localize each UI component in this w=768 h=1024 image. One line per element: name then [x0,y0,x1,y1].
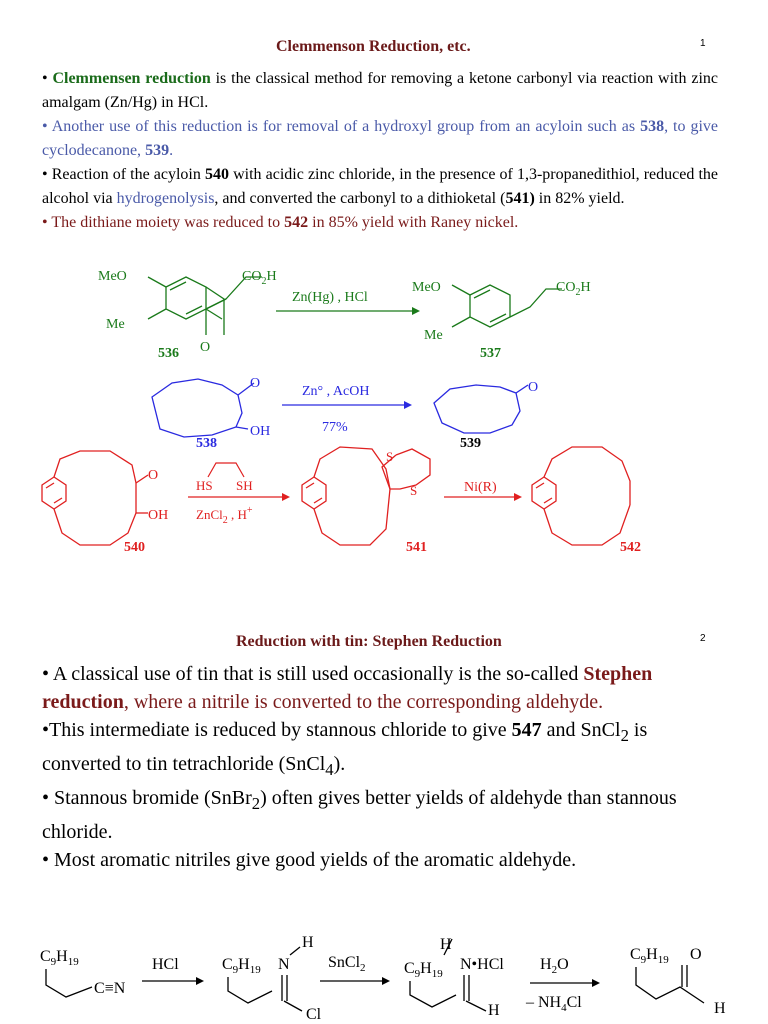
h2o-reagent: $H_2O$ [540,956,569,976]
stephen-scheme [0,925,768,1024]
slide2-page-number: 2 [700,633,706,644]
o-538: O [250,376,261,391]
slide1-body [42,67,718,235]
h-on-c: H [488,1002,500,1019]
clemmensen-term: Clemmensen reduction [52,70,211,87]
bullet4-text-b: in 85% yield with Raney nickel. [308,214,519,231]
reagent-zn-hg: Zn(Hg) , HCl [292,290,368,305]
sncl2-reagent: SnCl$_2$ [328,954,366,974]
slide1-bullet2 [42,115,718,163]
bullet3-text-c: , and converted the carbonyl to a dithioketal ( [214,190,506,207]
zncl2-reagent: ZnCl$_2$ , H+ [196,505,253,526]
nh4cl-label: – $NH_4Cl$ [526,994,582,1014]
sh-label: SH [236,478,253,493]
compound-539: 539 [145,142,170,159]
bullet3-text-d: in 82% yield. [534,190,625,207]
h-on-n-2: H [440,936,452,953]
slide2-bullet3 [42,784,718,846]
clemmensen-scheme [0,255,768,575]
slide1-bullet3 [42,163,718,211]
structure-537 [452,285,562,327]
s2-bullet1-text-b: , where a nitrile is converted to the corresponding aldehyde. [123,691,604,713]
c9h19-label-2: $C_9H_{19}$ [222,956,261,976]
bullet1-text: is the classical method for removing a ketone carbonyl via reaction with zinc amalgam (Zn/Hg) in HCl. [42,70,718,111]
n-label: N [278,956,290,973]
s2-bullet3-text-a: • Stannous bromide (SnBr [42,787,252,809]
structure-536 [148,277,226,335]
ketone-o-label: O [200,340,211,355]
slide1-bullet1 [42,67,718,115]
s2-sub-br2: 2 [251,794,261,813]
bullet-prefix: • [42,70,53,87]
s2-bullet3-text-b: ) often gives better yields of aldehyde than stannous chloride. [42,787,677,843]
dithiol-structure [208,463,244,477]
reagent-zn-acoh: Zn° , AcOH [302,384,370,399]
s2-sub-4: 4 [325,760,334,779]
s2-bullet2-text-b: and SnCl [541,719,621,741]
me-label-537: Me [424,328,443,343]
hcl-reagent: HCl [152,956,179,973]
slide2-body [42,660,718,874]
co2h-label: $CO_2H$ [242,269,277,287]
oh-540: OH [148,508,169,523]
bullet2-text-b: , to give cyclodecanone, [42,118,718,159]
compound-547: 547 [511,719,542,741]
meo-label: MeO [98,269,127,284]
bullet3-text-b: with acidic zinc chloride, in the presence of 1,3-propanedithiol, reduced the alcohol via [42,166,718,207]
compound-540: 540 [204,166,229,183]
meo-label-537: MeO [412,280,441,295]
compound-538: 538 [640,118,665,135]
h-aldehyde: H [714,1000,726,1017]
c9h19-label-1: $C_9H_{19}$ [40,948,79,968]
s-top-541: S [386,449,394,464]
label-536: 536 [158,346,179,361]
stephen-bonds [46,939,704,1011]
me-label: Me [106,317,125,332]
s2-bullet2-text-c: is converted to tin tetrachloride (SnCl [42,719,648,775]
reagent-yield: 77% [322,420,348,435]
slide2-bullet1 [42,660,718,716]
bullet2-text-a: • Another use of this reduction is for removal of a hydroxyl group from an acyloin such as [42,118,641,135]
s2-bullet1-text-a: • A classical use of tin that is still used occasionally is the so-called [42,663,584,685]
o-539: O [528,380,539,395]
label-537: 537 [480,346,501,361]
label-541: 541 [406,540,427,555]
c9h19-label-4: $C_9H_{19}$ [630,946,669,966]
n-hcl-label: N•HCl [460,956,504,973]
slide1-title: Clemmenson Reduction, etc. [276,38,471,55]
c9h19-label-3: $C_9H_{19}$ [404,960,443,980]
s2-bullet2-text-a: •This intermediate is reduced by stannous chloride to give [42,719,512,741]
s-bottom-541: S [410,483,418,498]
hydrogenolysis-link[interactable]: hydrogenolysis [116,190,215,207]
bullet2-text-c: . [169,142,174,159]
slide1-bullet4 [42,211,718,235]
oh-538: OH [250,424,271,439]
bullet3-text-a: • Reaction of the acyloin [42,166,205,183]
slide2-bullet4: • Most aromatic nitriles give good yields of the aromatic aldehyde. [42,849,577,871]
hs-label: HS [196,478,213,493]
s2-bullet2-text-d: ). [333,753,346,775]
label-540: 540 [124,540,145,555]
structure-542 [532,447,630,545]
nitrile-label: C≡N [94,980,126,997]
bullet4-text-a: • The dithiane moiety was reduced to [42,214,285,231]
stephen-reduction-term: Stephen reduction [42,663,653,713]
structure-538 [152,379,254,437]
slide2-title: Reduction with tin: Stephen Reduction [236,633,502,650]
co2h-label-537: $CO_2H$ [556,280,591,298]
o-aldehyde: O [690,946,702,963]
raney-nickel-reagent: Ni(R) [464,480,497,495]
label-542: 542 [620,540,641,555]
slide1-page-number: 1 [700,38,706,49]
stephen-arrowheads [196,977,600,987]
h-on-n: H [302,934,314,951]
cl-label: Cl [306,1006,322,1023]
structure-539 [434,385,528,433]
compound-542: 542 [284,214,309,231]
compound-541: 541) [505,190,535,207]
o-540: O [148,468,159,483]
structure-540 [42,451,148,545]
label-539: 539 [460,436,481,451]
label-538: 538 [196,436,217,451]
s2-sub-2: 2 [620,726,629,745]
slide2-bullet2 [42,716,718,784]
